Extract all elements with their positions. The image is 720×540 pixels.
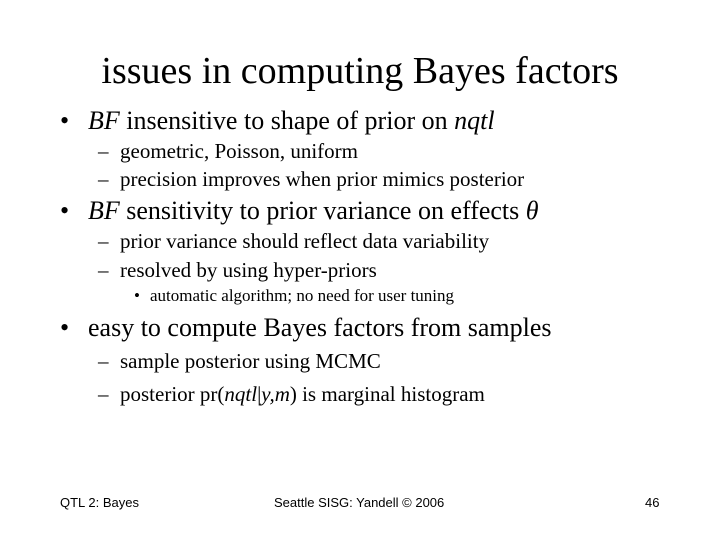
sub-item-text: precision improves when prior mimics posterior: [120, 167, 525, 191]
bullet-marker: •: [134, 286, 140, 305]
sub-item: [98, 381, 485, 407]
sub-item: [98, 228, 489, 254]
dash-marker: –: [98, 139, 109, 163]
dash-marker: –: [98, 349, 109, 373]
bullet-bf-insensitive: [60, 106, 495, 136]
dash-marker: –: [98, 229, 109, 253]
bar-char: |: [257, 382, 262, 406]
page-number: 46: [645, 495, 660, 510]
dash-marker: –: [98, 382, 109, 406]
bullet-text: sensitivity to prior variance on effects: [119, 196, 526, 225]
sub-item-text-pre: posterior pr(: [120, 382, 225, 406]
bullet-marker: •: [60, 196, 70, 225]
ym-term: y,m: [261, 382, 290, 406]
sub-item-text: prior variance should reflect data variability: [120, 229, 490, 253]
sub-item: [98, 348, 381, 374]
sub-item: [98, 257, 377, 283]
bullet-text: easy to compute Bayes factors from samples: [88, 313, 552, 342]
subsub-item-text: automatic algorithm; no need for user tuning: [150, 286, 455, 305]
dash-marker: –: [98, 167, 109, 191]
sub-item: [98, 166, 524, 192]
nqtl-term: nqtl: [224, 382, 258, 406]
bullet-marker: •: [60, 313, 70, 342]
footer-center: Seattle SISG: Yandell © 2006: [274, 495, 445, 510]
subsub-item: [134, 286, 454, 306]
bullet-marker: •: [60, 106, 70, 135]
slide-title: issues in computing Bayes factors: [101, 50, 619, 92]
sub-item-text: sample posterior using MCMC: [120, 349, 381, 373]
sub-item-text-post: ) is marginal histogram: [289, 382, 485, 406]
dash-marker: –: [98, 258, 109, 282]
sub-item-text: resolved by using hyper-priors: [120, 258, 377, 282]
bf-term: BF: [88, 196, 120, 225]
footer-left: QTL 2: Bayes: [60, 495, 139, 510]
theta-symbol: θ: [525, 196, 539, 225]
sub-item-text: geometric, Poisson, uniform: [120, 139, 358, 163]
bullet-bf-sensitivity: [60, 196, 539, 226]
nqtl-term: nqtl: [454, 106, 495, 135]
bullet-easy-to-compute: [60, 313, 552, 343]
sub-item: [98, 138, 358, 164]
bullet-text: insensitive to shape of prior on: [119, 106, 455, 135]
bf-term: BF: [88, 106, 120, 135]
